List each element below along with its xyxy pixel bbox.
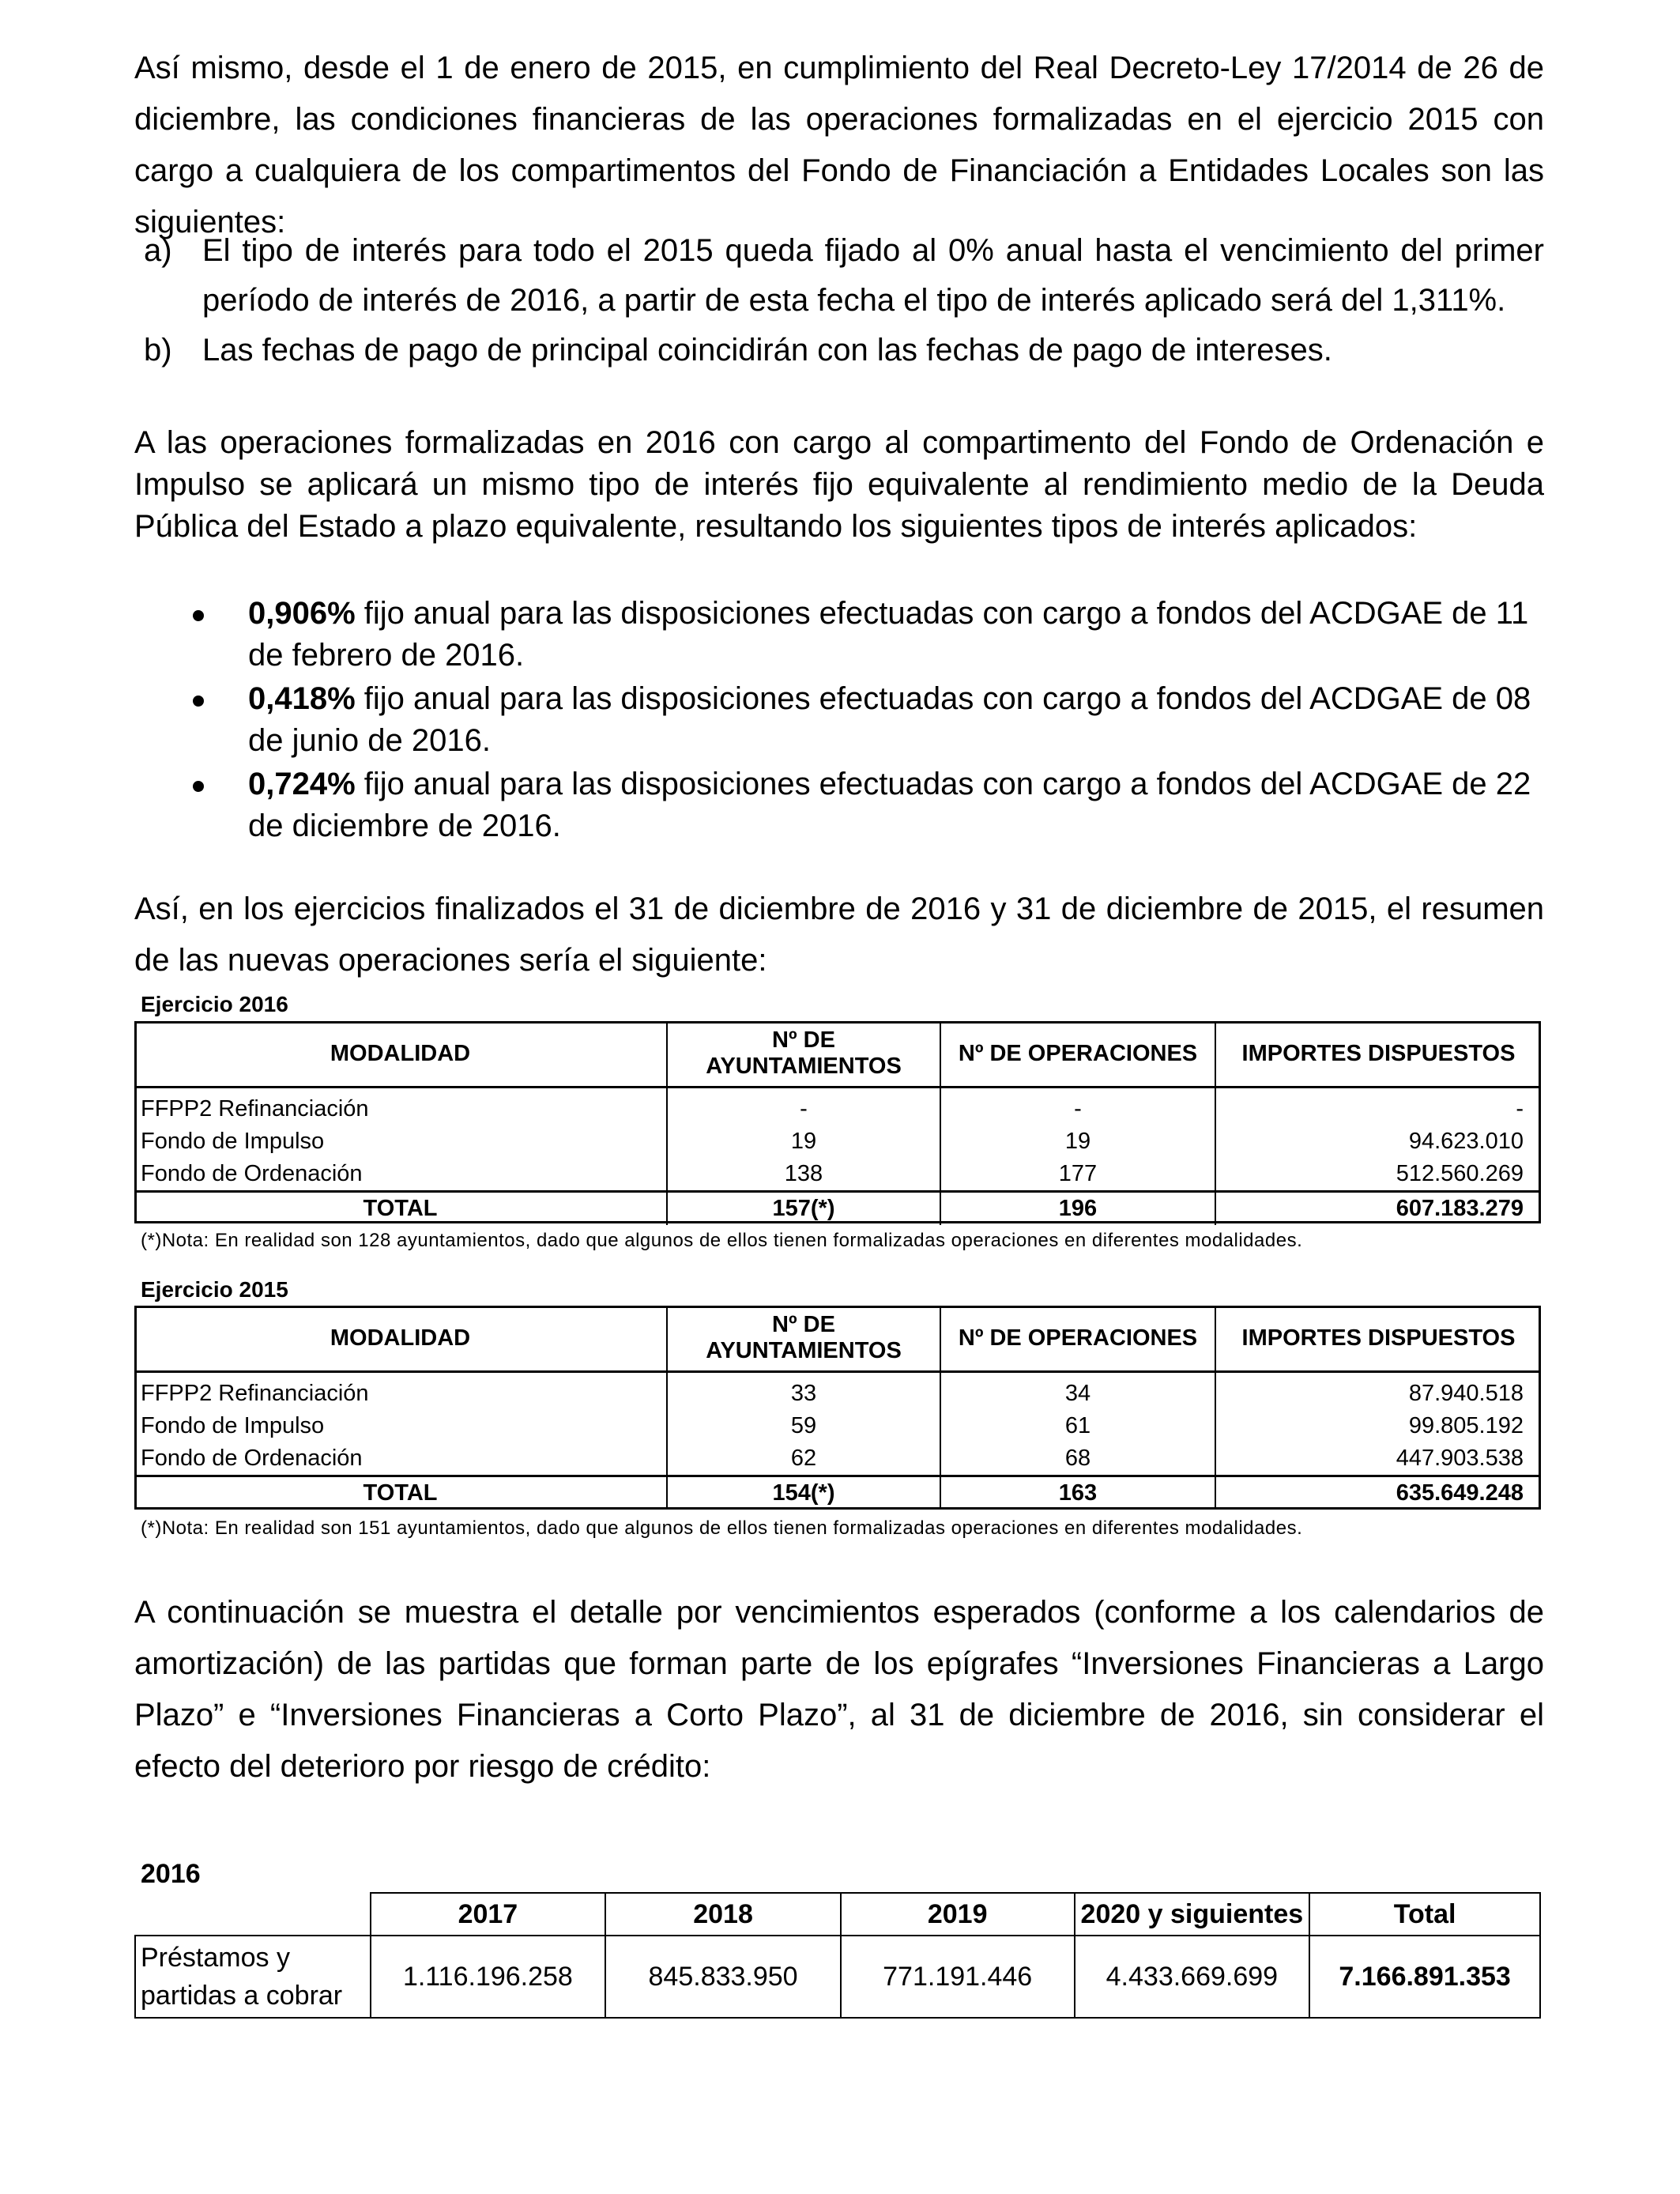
cell-operaciones: 61 [940,1410,1215,1442]
bullet-icon [193,696,204,707]
cell-ayuntamientos: 59 [667,1410,940,1442]
header-operaciones: Nº DE OPERACIONES [940,1021,1215,1088]
cell-operaciones: 177 [940,1158,1215,1192]
table-row [134,1372,1541,1411]
summary-paragraph: Así, en los ejercicios finalizados el 31 de diciembre de 2016 y 31 de diciembre de 2015, el resumen de las nuevas operaciones sería el siguiente: [134,892,1544,978]
rate-value: 0,724% [248,767,356,801]
cell-operaciones: 34 [940,1372,1215,1411]
rate-text: fijo anual para las disposiciones efectuadas con cargo a fondos del ACDGAE de 11 de febrero de 2016. [248,596,1529,673]
maturity-row-label: Préstamos y partidas a cobrar [135,1936,371,2018]
rates-list [134,593,1544,849]
table-2015-note: (*)Nota: En realidad son 151 ayuntamientos, dado que algunos de ellos tienen formalizadas operaciones en diferentes modalidades. [141,1517,1303,1539]
cell-operaciones: - [940,1088,1215,1126]
condition-text: Las fechas de pago de principal coincidirán con las fechas de pago de intereses. [202,333,1332,368]
table-2015-caption: Ejercicio 2015 [141,1277,288,1302]
cell-ayuntamientos: 33 [667,1372,940,1411]
rate-item [134,593,1544,677]
cell-operaciones: 68 [940,1442,1215,1476]
cell-modalidad: FFPP2 Refinanciación [134,1088,667,1126]
maturity-header: Total [1309,1893,1540,1936]
condition-item [134,326,1544,375]
cell-ayuntamientos: 62 [667,1442,940,1476]
table-row [134,1125,1541,1158]
condition-item [134,226,1544,326]
rate-text: fijo anual para las disposiciones efectuadas con cargo a fondos del ACDGAE de 22 de diciembre de 2016. [248,767,1531,843]
table-2016 [134,1021,1541,1225]
rate-text: fijo anual para las disposiciones efectuadas con cargo a fondos del ACDGAE de 08 de junio de 2016. [248,681,1531,758]
rate-item [134,678,1544,762]
total-operaciones: 163 [940,1476,1215,1510]
conditions-list [134,226,1544,375]
cell-ayuntamientos: - [667,1088,940,1126]
rate-item [134,763,1544,847]
total-label: TOTAL [134,1192,667,1226]
maturity-value: 771.191.446 [841,1936,1075,2018]
maturity-header-empty [135,1893,371,1936]
bullet-icon [193,610,204,621]
maturity-row [135,1936,1540,2018]
maturity-header: 2019 [841,1893,1075,1936]
total-ayuntamientos: 154(*) [667,1476,940,1510]
header-ayuntamientos: Nº DE AYUNTAMIENTOS [667,1021,940,1088]
cell-importes: 87.940.518 [1408,1381,1524,1406]
header-modalidad: MODALIDAD [134,1306,667,1372]
cell-modalidad: FFPP2 Refinanciación [134,1372,667,1411]
table-header-row [134,1021,1541,1088]
maturity-table [134,1892,1541,2019]
cell-ayuntamientos: 19 [667,1125,940,1158]
maturity-header-row [135,1893,1540,1936]
intro-paragraph: Así mismo, desde el 1 de enero de 2015, en cumplimiento del Real Decreto-Ley 17/2014 de 26 de diciembre, las condiciones financieras de las operaciones formalizadas en el ejercicio 2015 con cargo a cualquiera de los compartimentos del Fondo de Financiación a Entidades Locales son las siguientes: [134,51,1544,239]
maturity-value: 845.833.950 [605,1936,841,2018]
maturity-value: 1.116.196.258 [371,1936,606,2018]
cell-importes: 99.805.192 [1408,1413,1524,1438]
table-total-row [134,1476,1541,1510]
condition-marker: a) [144,233,172,268]
cell-operaciones: 19 [940,1125,1215,1158]
table-row [134,1158,1541,1192]
header-operaciones: Nº DE OPERACIONES [940,1306,1215,1372]
table-row [134,1410,1541,1442]
table-row [134,1088,1541,1126]
table-2016-caption: Ejercicio 2016 [141,992,288,1016]
bullet-icon [193,781,204,792]
header-modalidad: MODALIDAD [134,1021,667,1088]
cell-ayuntamientos: 138 [667,1158,940,1192]
table-total-row [134,1192,1541,1226]
header-importes: IMPORTES DISPUESTOS [1215,1306,1541,1372]
cell-importes: 512.560.269 [1396,1161,1524,1186]
header-importes: IMPORTES DISPUESTOS [1215,1021,1541,1088]
total-importes: 635.649.248 [1215,1476,1541,1510]
table-row [134,1442,1541,1476]
maturity-header: 2017 [371,1893,606,1936]
table-2016-note: (*)Nota: En realidad son 128 ayuntamientos, dado que algunos de ellos tienen formalizadas operaciones en diferentes modalidades. [141,1230,1303,1251]
total-importes: 607.183.279 [1215,1192,1541,1226]
maturity-paragraph: A continuación se muestra el detalle por vencimientos esperados (conforme a los calendarios de amortización) de las partidas que forman parte de los epígrafes “Inversiones Financieras a Largo Plazo” e “Inversiones Financieras a Corto Plazo”, al 31 de diciembre de 2016, sin considerar el efecto del deterioro por riesgo de crédito: [134,1595,1544,1784]
ops2016-paragraph: A las operaciones formalizadas en 2016 con cargo al compartimento del Fondo de Ordenación e Impulso se aplicará un mismo tipo de interés fijo equivalente al rendimiento medio de la Deuda Pública del Estado a plazo equivalente, resultando los siguientes tipos de interés aplicados: [134,425,1544,544]
cell-importes: 94.623.010 [1408,1129,1524,1154]
header-ayuntamientos: Nº DE AYUNTAMIENTOS [667,1306,940,1372]
rate-value: 0,418% [248,681,356,716]
cell-modalidad: Fondo de Ordenación [134,1158,667,1192]
total-ayuntamientos: 157(*) [667,1192,940,1226]
cell-importes: - [1516,1096,1524,1122]
cell-modalidad: Fondo de Impulso [134,1410,667,1442]
condition-marker: b) [144,333,172,368]
maturity-header: 2018 [605,1893,841,1936]
cell-importes: 447.903.538 [1396,1446,1524,1471]
maturity-value: 4.433.669.699 [1075,1936,1310,2018]
total-operaciones: 196 [940,1192,1215,1226]
maturity-header: 2020 y siguientes [1075,1893,1310,1936]
table-2015 [134,1306,1541,1510]
cell-modalidad: Fondo de Ordenación [134,1442,667,1476]
maturity-total: 7.166.891.353 [1309,1936,1540,2018]
condition-text: El tipo de interés para todo el 2015 queda fijado al 0% anual hasta el vencimiento del primer período de interés de 2016, a partir de esta fecha el tipo de interés aplicado será del 1,311%. [202,233,1544,318]
rate-value: 0,906% [248,596,356,631]
table-header-row [134,1306,1541,1372]
maturity-year-caption: 2016 [141,1859,201,1889]
cell-modalidad: Fondo de Impulso [134,1125,667,1158]
total-label: TOTAL [134,1476,667,1510]
